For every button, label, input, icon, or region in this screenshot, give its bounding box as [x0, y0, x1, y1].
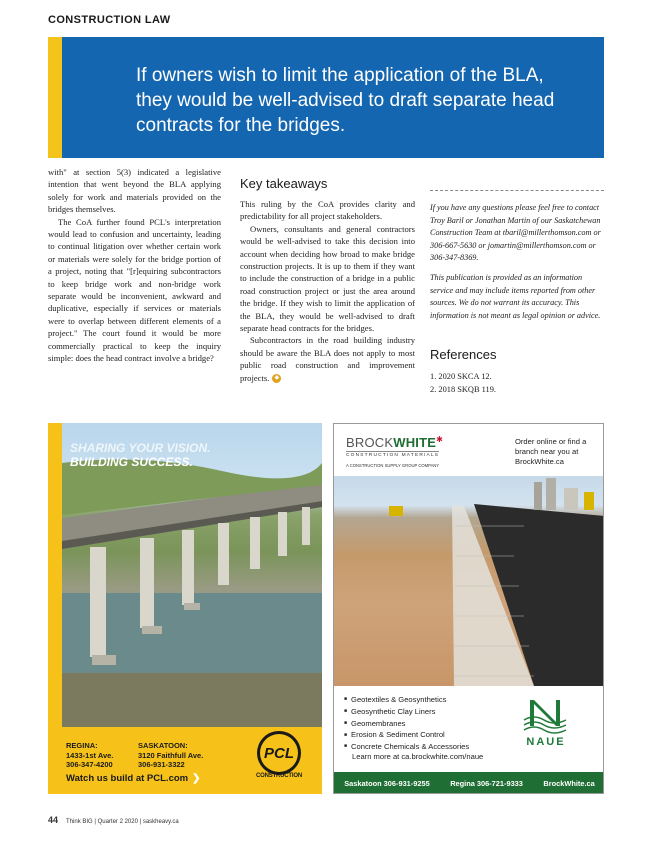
brand-parent-company: A CONSTRUCTION SUPPLY GROUP COMPANY	[346, 463, 440, 468]
naue-logo-icon	[522, 698, 568, 734]
page-number: 44	[48, 815, 59, 825]
tagline-line: SHARING YOUR VISION.	[70, 441, 211, 455]
publication-info: Think BIG | Quarter 2 2020 | saskheavy.ca	[66, 819, 179, 825]
order-online-text: Order online or find a branch near you at BrockWhite.ca	[515, 437, 587, 466]
saskatoon-contact	[138, 741, 203, 770]
article-column-2	[240, 198, 415, 384]
tagline-line: BUILDING SUCCESS.	[70, 455, 193, 469]
article-paragraph: Owners, consultants and general contractors would be well-advised to take this decision into account when deciding how broad to make bridge construction projects. It is up to them if they want to include the construction of a bridge in a public road construction project or just the area around the bridge. If they wish to limit the application of the BLA, they would be well-advised to draft separate head contracts for the bridges.	[240, 223, 415, 334]
office-address: 1433-1st Ave.	[66, 750, 114, 760]
office-label: SASKATOON:	[138, 741, 188, 750]
pull-quote-banner	[48, 37, 604, 158]
office-phone: 306-931-3322	[138, 760, 185, 769]
pcl-website-link[interactable]	[66, 773, 201, 784]
brand-subtitle: CONSTRUCTION MATERIALS	[346, 453, 440, 458]
pull-quote: If owners wish to limit the application of the BLA, they would be well-advised to draft separate head contracts for the bridges.	[136, 65, 555, 136]
brockwhite-logo	[346, 435, 443, 450]
product-item: ■ Geotextiles & Geosynthetics	[344, 694, 514, 706]
product-item: ■ Erosion & Sediment Control	[344, 729, 514, 741]
article-paragraph	[240, 334, 415, 384]
geotextile-photo	[334, 476, 604, 686]
product-item: ■ Concrete Chemicals & Accessories	[344, 741, 514, 753]
office-label: REGINA:	[66, 741, 98, 750]
footer-phone-saskatoon: Saskatoon 306-931-9255	[344, 778, 430, 788]
footer-phone-regina: Regina 306-721-9333	[450, 778, 523, 788]
key-takeaways-heading: Key takeaways	[240, 176, 328, 191]
article-paragraph-text: Subcontractors in the road building industry should be aware the BLA does not apply to most public road construction and improvement projects.	[240, 335, 415, 383]
sidebar-divider	[430, 190, 604, 191]
office-address: 3120 Faithfull Ave.	[138, 750, 204, 760]
reference-item: 1. 2020 SKCA 12.	[430, 372, 492, 381]
article-paragraph: This ruling by the CoA provides clarity and predictability for all project stakeholders.	[240, 199, 415, 222]
star-icon: ✱	[436, 435, 444, 444]
pcl-logo-subtext: CONSTRUCTION	[256, 773, 302, 779]
learn-more-link[interactable]: Learn more at ca.brockwhite.com/naue	[352, 752, 484, 761]
product-item: ■ Geomembranes	[344, 718, 514, 730]
pcl-tagline	[70, 441, 210, 469]
road-construction-illustration	[334, 476, 604, 686]
article-paragraph: The CoA further found PCL's interpretation would lead to confusion and uncertainty, leading to continual litigation over whether certain work or materials were solely for the bridge portion of a project, noting that "[r]equiring subcontractors to keep bridge work and non-bridge work separate would be inconvenient, awkward and duplicative, especially if services or materials were to overlap between different elements of a project." The court found it would be more commercially practical to keep the inquiry simple: does the head contract involve a bridge?	[48, 216, 221, 364]
article-column-1	[48, 166, 221, 365]
end-of-article-icon: ◆	[272, 374, 281, 383]
article-paragraph: with" at section 5(3) indicated a legislative intention that went beyond the BLA applying solely for work and materials provided on the bridges themselves.	[48, 167, 221, 215]
product-list	[344, 694, 514, 753]
product-item: ■ Geosynthetic Clay Liners	[344, 706, 514, 718]
brand-part: BROCK	[346, 435, 394, 450]
section-label: CONSTRUCTION LAW	[48, 14, 171, 26]
banner-accent-bar	[48, 37, 62, 158]
chevron-right-icon: ❯	[192, 773, 201, 784]
author-note	[430, 202, 604, 329]
naue-logo-text: NAUE	[526, 736, 566, 748]
contact-note: If you have any questions please feel free to contact Troy Baril or Jonathan Martin of our Saskatchewan Construction Team at tbaril@millerthomson.com or 306-667-5630 or jomartin@millerthomson.com or 306-347-8369.	[430, 203, 601, 263]
office-phone: 306-347-4200	[66, 760, 113, 769]
pcl-advertisement[interactable]	[48, 423, 322, 794]
reference-item: 2. 2018 SKQB 119.	[430, 384, 496, 394]
brockwhite-advertisement[interactable]	[333, 423, 604, 794]
page-footer	[48, 815, 179, 825]
regina-contact	[66, 741, 113, 770]
pcl-logo-text: PCL	[264, 745, 294, 762]
references-heading: References	[430, 347, 497, 362]
disclaimer: This publication is provided as an information service and may include items reported from other sources. We do not warrant its accuracy. This information is not meant as legal opinion or advice.	[430, 272, 601, 320]
footer-website-link[interactable]: BrockWhite.ca	[543, 778, 595, 788]
pcl-website-text: Watch us build at PCL.com	[66, 773, 189, 784]
brockwhite-footer	[334, 772, 604, 794]
brand-part: WHITE	[393, 435, 437, 450]
references-list	[430, 371, 604, 396]
